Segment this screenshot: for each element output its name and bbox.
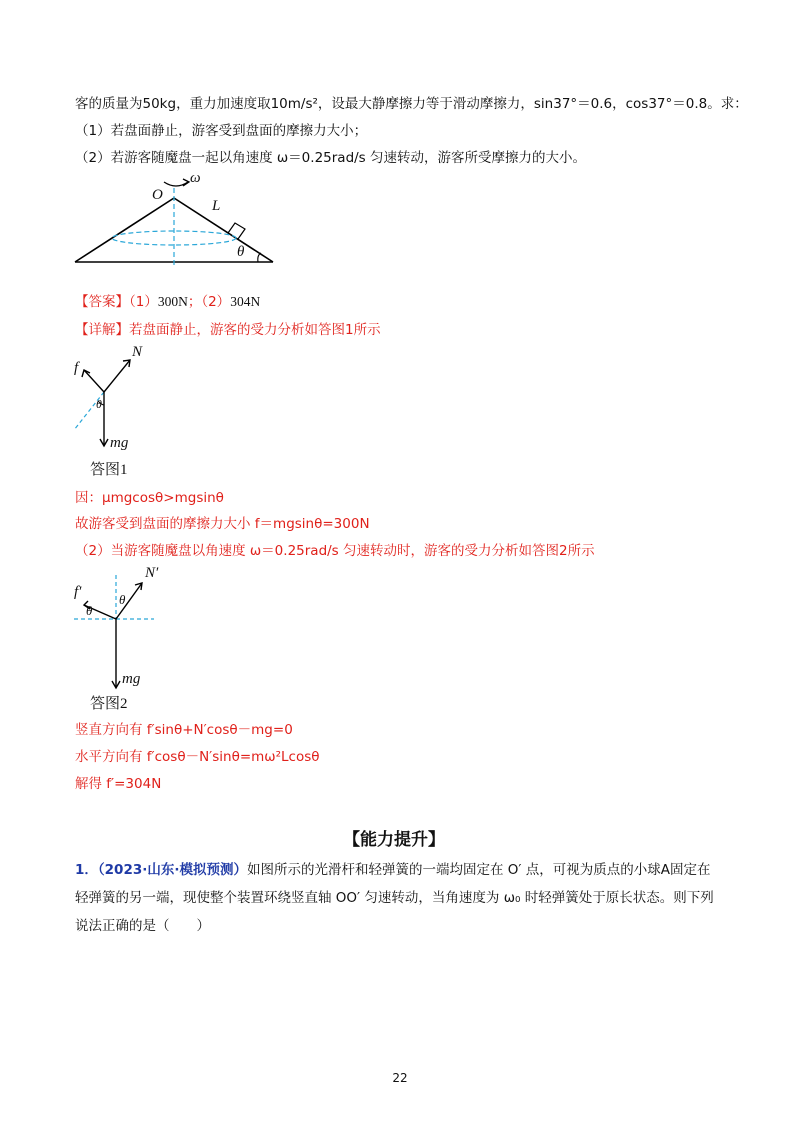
answer-sep: ； bbox=[187, 294, 202, 310]
answer-value-1: 300N bbox=[157, 294, 188, 309]
label-theta: θ bbox=[237, 244, 245, 260]
page-number: 22 bbox=[392, 1071, 408, 1085]
fig1-label-theta: θ bbox=[96, 397, 102, 411]
problem-text-1: 如图所示的光滑杆和轻弹簧的一端均固定在 O′ 点，可视为质点的小球A固定在 bbox=[247, 862, 711, 878]
answer-tag: 【答案】 bbox=[75, 294, 129, 310]
next-problem-line1 bbox=[75, 860, 711, 880]
problem-line1: 客的质量为50kg，重力加速度取10m/s²，设最大静摩擦力等于滑动摩擦力，sin37°＝0.6，cos37°＝0.8。求： bbox=[75, 96, 748, 112]
detail-line bbox=[75, 320, 381, 340]
part2-line: （2）当游客随魔盘以角速度 ω＝0.25rad/s 匀速转动时，游客的受力分析如答图2所示 bbox=[75, 543, 595, 559]
detail-text: 若盘面静止，游客的受力分析如答图1所示 bbox=[129, 322, 381, 338]
label-L: L bbox=[212, 198, 221, 214]
fig1-label-N: N bbox=[132, 344, 143, 360]
fig2-label-theta-1: θ bbox=[86, 603, 93, 618]
detail-tag: 【详解】 bbox=[75, 322, 129, 338]
question-2: （2）若游客随魔盘一起以角速度 ω＝0.25rad/s 匀速转动，游客所受摩擦力的大小。 bbox=[75, 150, 587, 166]
label-O: O bbox=[152, 187, 163, 203]
fig1-label-mg: mg bbox=[110, 435, 129, 451]
answer-part1-label: （1） bbox=[129, 294, 158, 310]
question-1: （1）若盘面静止，游客受到盘面的摩擦力大小； bbox=[75, 123, 368, 139]
fig2-label-mg: mg bbox=[122, 671, 141, 687]
next-problem-line3: 说法正确的是（ ） bbox=[75, 918, 210, 934]
answer-line bbox=[75, 292, 260, 312]
section-title: 【能力提升】 bbox=[343, 830, 445, 850]
solve-line: 解得 f′=304N bbox=[75, 776, 162, 792]
answer-value-2: 304N bbox=[230, 294, 261, 309]
result-line: 故游客受到盘面的摩擦力大小 f＝mgsinθ=300N bbox=[75, 516, 370, 532]
because-line: 因：μmgcosθ>mgsinθ bbox=[75, 490, 224, 506]
vertical-eq: 竖直方向有 f′sinθ+N′cosθ－mg=0 bbox=[75, 722, 293, 738]
cone-figure bbox=[70, 170, 280, 270]
fig2-label-N: N′ bbox=[145, 565, 159, 581]
fig2-label-theta-2: θ bbox=[119, 592, 126, 607]
horizontal-eq: 水平方向有 f′cosθ－N′sinθ=mω²Lcosθ bbox=[75, 749, 320, 765]
answer-part2-label: （2） bbox=[201, 294, 231, 310]
fig2-caption: 答图2 bbox=[90, 696, 128, 712]
next-problem-line2: 轻弹簧的另一端，现使整个装置环绕竖直轴 OO′ 匀速转动，当角速度为 ω₀ 时轻弹簧处于原长状态。则下列 bbox=[75, 890, 714, 906]
fig1-caption: 答图1 bbox=[90, 462, 128, 478]
problem-number: 1． bbox=[75, 862, 98, 878]
fig2-label-f: f′ bbox=[74, 584, 82, 600]
fig1-label-f: f bbox=[74, 360, 79, 376]
label-omega: ω bbox=[190, 170, 201, 186]
problem-source: （2023·山东·模拟预测） bbox=[97, 862, 247, 878]
